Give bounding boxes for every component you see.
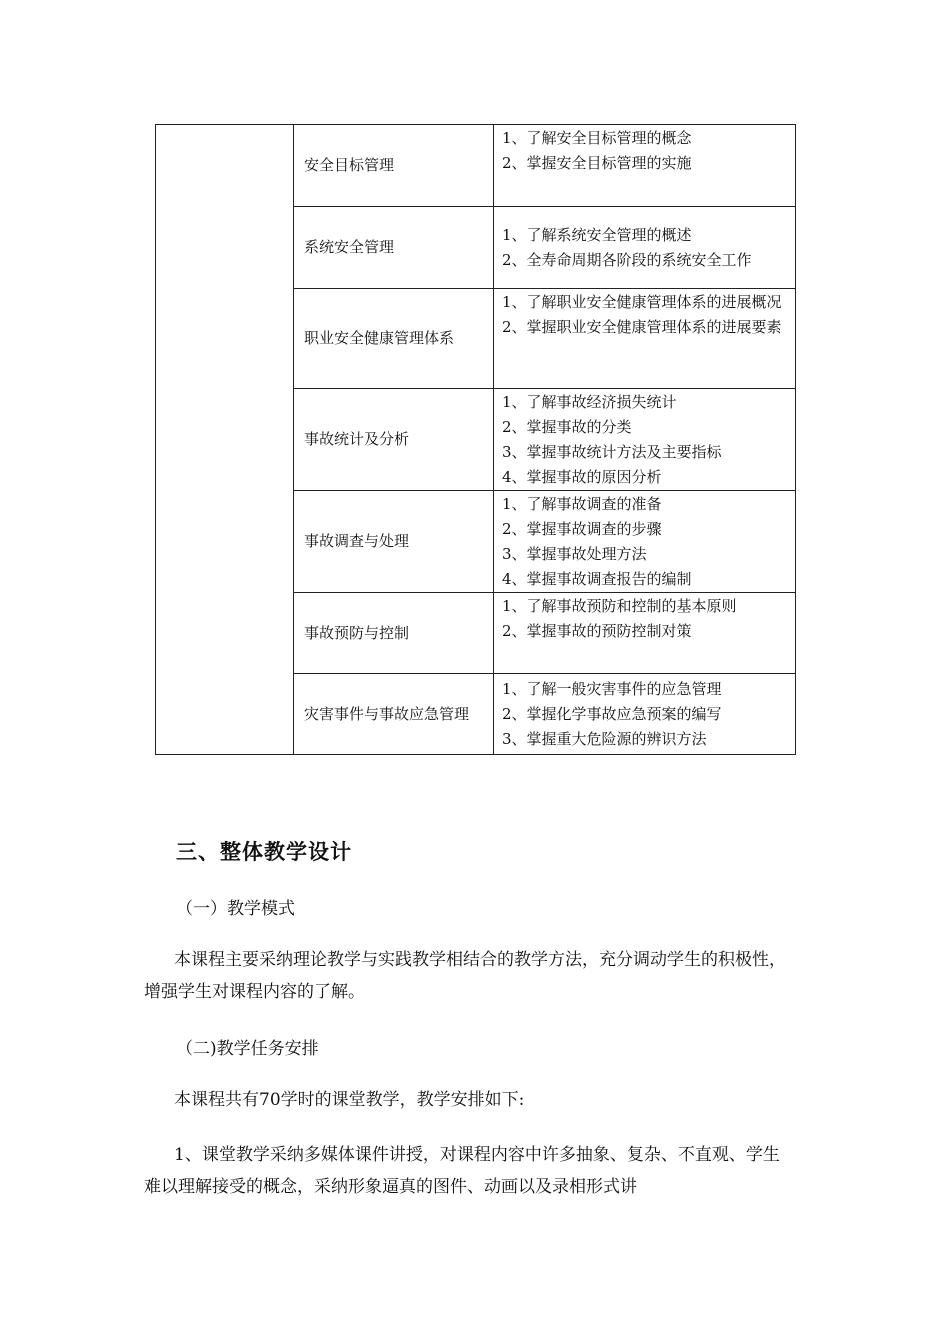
point-item: 1、了解一般灾害事件的应急管理 — [502, 680, 722, 698]
points-cell — [494, 593, 796, 674]
points-cell — [494, 674, 796, 755]
point-item: 2、掌握职业安全健康管理体系的进展要素 — [502, 318, 782, 336]
point-item: 1、了解事故经济损失统计 — [502, 393, 677, 411]
topic-cell: 事故调查与处理 — [294, 491, 494, 593]
point-item: 3、掌握事故统计方法及主要指标 — [502, 443, 722, 461]
paragraph-multimedia: 1、课堂教学采纳多媒体课件讲授，对课程内容中许多抽象、复杂、不直观、学生难以理解接受的概念，采纳形象逼真的图件、动画以及录相形式讲 — [144, 1145, 780, 1197]
subheading-teaching-mode: （一）教学模式 — [176, 899, 295, 919]
merged-category-cell — [156, 125, 294, 755]
subheading-task-arrangement: （二)教学任务安排 — [176, 1039, 319, 1059]
point-item: 2、掌握化学事故应急预案的编写 — [502, 705, 722, 723]
point-item: 3、掌握事故处理方法 — [502, 545, 647, 563]
point-item: 3、掌握重大危险源的辨识方法 — [502, 730, 707, 748]
points-cell — [494, 491, 796, 593]
topic-cell: 安全目标管理 — [294, 125, 494, 207]
points-cell — [494, 289, 796, 389]
topic-cell: 职业安全健康管理体系 — [294, 289, 494, 389]
point-item: 1、了解事故调查的准备 — [502, 495, 662, 513]
topic-cell: 事故统计及分析 — [294, 389, 494, 491]
table-row — [156, 125, 796, 207]
point-item: 2、掌握事故的分类 — [502, 418, 632, 436]
point-item: 1、了解安全目标管理的概念 — [502, 129, 692, 147]
syllabus-table — [155, 124, 796, 755]
topic-cell: 事故预防与控制 — [294, 593, 494, 674]
section-heading: 三、整体教学设计 — [176, 840, 352, 864]
point-item: 4、掌握事故的原因分析 — [502, 468, 662, 486]
topic-cell: 系统安全管理 — [294, 207, 494, 289]
point-item: 2、掌握事故的预防控制对策 — [502, 622, 692, 640]
point-item: 2、全寿命周期各阶段的系统安全工作 — [502, 250, 752, 269]
paragraph-hours: 本课程共有70学时的课堂教学，教学安排如下: — [174, 1090, 525, 1110]
point-item: 2、掌握安全目标管理的实施 — [502, 154, 692, 172]
points-cell — [494, 389, 796, 491]
point-item: 1、了解事故预防和控制的基本原则 — [502, 597, 737, 615]
points-cell — [494, 125, 796, 207]
point-item: 2、掌握事故调查的步骤 — [502, 520, 662, 538]
point-item: 1、了解系统安全管理的概述 — [502, 225, 692, 244]
points-cell — [494, 207, 796, 289]
paragraph-teaching-mode: 本课程主要采纳理论教学与实践教学相结合的教学方法，充分调动学生的积极性，增强学生对课程内容的了解。 — [144, 950, 786, 1002]
point-item: 1、了解职业安全健康管理体系的进展概况 — [502, 293, 782, 311]
point-item: 4、掌握事故调查报告的编制 — [502, 570, 692, 588]
topic-cell: 灾害事件与事故应急管理 — [294, 674, 494, 755]
